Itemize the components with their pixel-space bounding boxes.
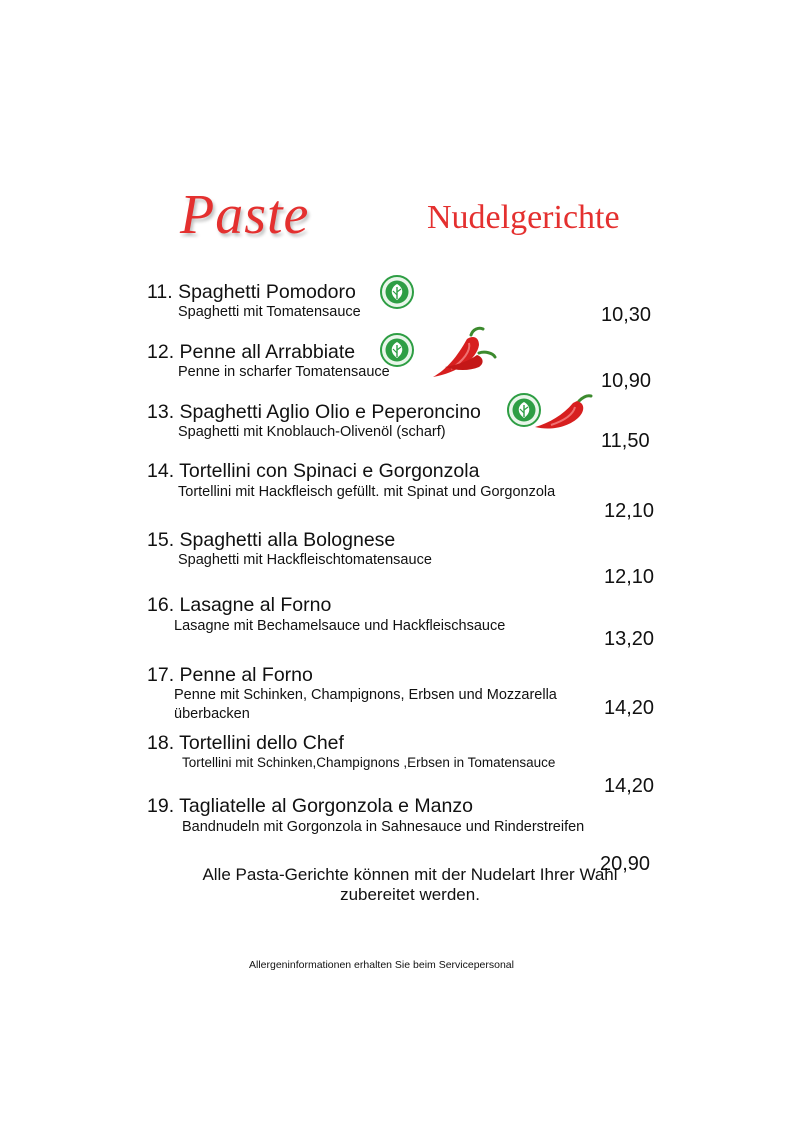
vegetarian-leaf-icon [380, 333, 414, 367]
pasta-choice-note: Alle Pasta-Gerichte können mit der Nudelart Ihrer Wahl zubereitet werden. [202, 865, 618, 904]
dish-name: 15. Spaghetti alla Bolognese [147, 529, 396, 551]
dish-description: Spaghetti mit Hackfleischtomatensauce [178, 552, 432, 568]
dish-description: Bandnudeln mit Gorgonzola in Sahnesauce und Rinderstreifen [182, 819, 585, 835]
dish-name: 12. Penne all Arrabbiate [147, 341, 356, 363]
dish-description: Tortellini mit Schinken,Champignons ,Erbsen in Tomatensauce [182, 755, 556, 770]
title-italian: Paste [180, 184, 310, 246]
dish-name: 16. Lasagne al Forno [147, 594, 332, 616]
dish-description: Spaghetti mit Tomatensauce [178, 304, 361, 320]
dish-price: 11,50 [601, 430, 650, 452]
dish-name: 13. Spaghetti Aglio Olio e Peperoncino [147, 401, 481, 423]
vegetarian-leaf-icon [380, 275, 414, 309]
dish-description: Penne in scharfer Tomatensauce [178, 364, 390, 380]
chili-pepper-icon [427, 325, 499, 383]
dish-price: 12,10 [604, 500, 655, 522]
dish-price: 14,20 [604, 697, 655, 719]
dish-description: Lasagne mit Bechamelsauce und Hackfleischsauce [174, 618, 506, 634]
dish-price: 10,30 [601, 304, 652, 326]
chili-pepper-icon [533, 393, 593, 433]
dish-name: 14. Tortellini con Spinaci e Gorgonzola [147, 460, 480, 482]
allergen-note: Allergeninformationen erhalten Sie beim Servicepersonal [249, 959, 514, 971]
dish-description-line2: überbacken [174, 706, 250, 722]
dish-description: Spaghetti mit Knoblauch-Olivenöl (scharf) [178, 424, 446, 440]
dish-price: 20,90 [600, 853, 651, 875]
dish-price: 10,90 [601, 370, 652, 392]
dish-name: 19. Tagliatelle al Gorgonzola e Manzo [147, 795, 473, 817]
dish-description: Tortellini mit Hackfleisch gefüllt. mit Spinat und Gorgonzola [178, 484, 556, 500]
dish-name: 18. Tortellini dello Chef [147, 732, 344, 754]
dish-price: 14,20 [604, 775, 655, 797]
title-german: Nudelgerichte [427, 199, 620, 236]
dish-description: Penne mit Schinken, Champignons, Erbsen und Mozzarella [174, 687, 557, 703]
dish-price: 12,10 [604, 566, 655, 588]
dish-price: 13,20 [604, 628, 655, 650]
dish-name: 17. Penne al Forno [147, 664, 313, 686]
dish-name: 11. Spaghetti Pomodoro [147, 281, 356, 303]
